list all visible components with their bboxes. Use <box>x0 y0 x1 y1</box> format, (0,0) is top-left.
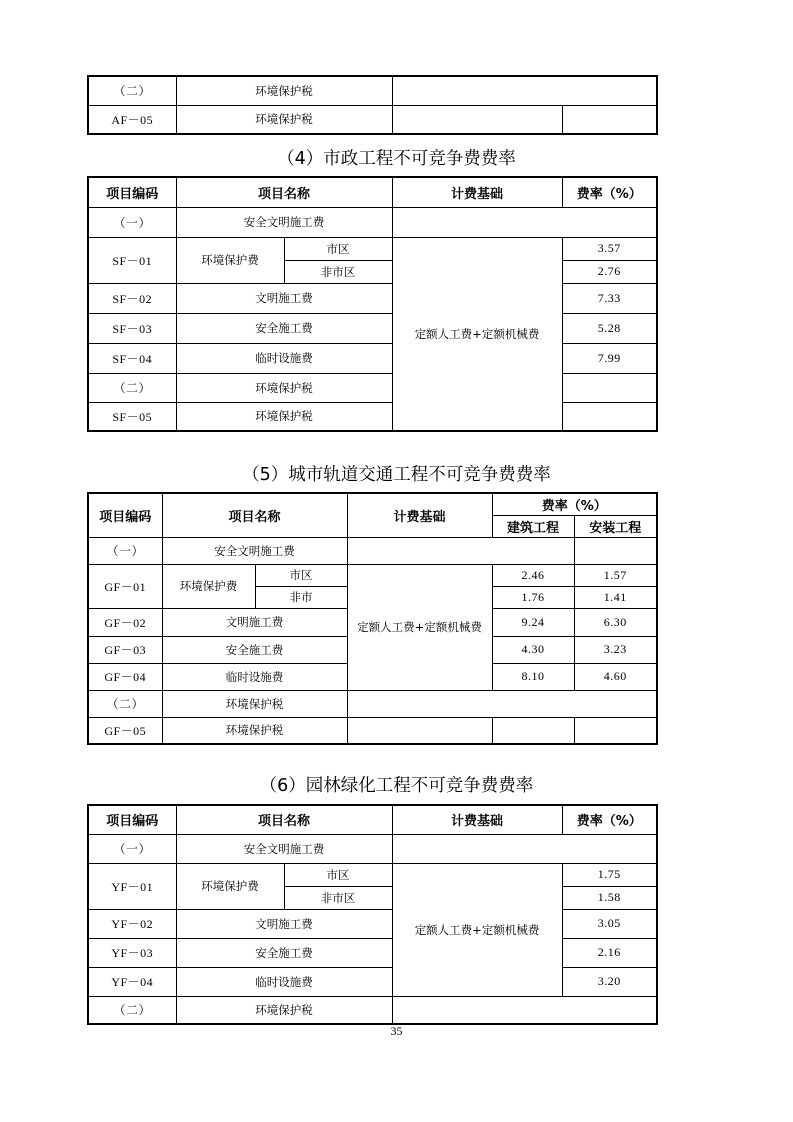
basis-cell: 定额人工费+定额机械费 <box>392 237 562 431</box>
row-name: 临时设施费 <box>162 663 347 690</box>
sub-label: 市区 <box>255 564 347 586</box>
top-row-empty <box>392 76 657 105</box>
row-code: GF－03 <box>88 636 162 663</box>
header-name: 项目名称 <box>162 493 347 537</box>
rate-cell: 7.99 <box>562 343 657 373</box>
header-basis: 计费基础 <box>392 177 562 207</box>
last-name: 环境保护税 <box>162 717 347 744</box>
env-name: 环境保护费 <box>176 237 284 283</box>
group-2-code: （二） <box>88 373 176 402</box>
top-row-basis <box>392 105 562 134</box>
group-1-empty <box>392 834 657 863</box>
section-4-title: （4）市政工程不可竞争费费率 <box>277 149 516 169</box>
sub-label: 非市区 <box>284 260 392 283</box>
group-1-empty <box>347 537 574 564</box>
last-build <box>492 717 574 744</box>
group-1-name: 安全文明施工费 <box>176 834 392 863</box>
group-1-empty <box>392 207 657 237</box>
row-name: 安全施工费 <box>162 636 347 663</box>
build-rate: 4.30 <box>492 636 574 663</box>
sub-label: 市区 <box>284 237 392 260</box>
row-name: 文明施工费 <box>176 283 392 313</box>
row-code: GF－02 <box>88 608 162 636</box>
top-row-code: （二） <box>88 76 176 105</box>
env-code: SF－01 <box>88 237 176 283</box>
sub-label: 非市区 <box>284 886 392 909</box>
group-2-name: 环境保护税 <box>176 996 392 1024</box>
env-code: YF－01 <box>88 863 176 909</box>
rate-cell: 3.05 <box>562 909 657 938</box>
top-row-name: 环境保护税 <box>176 76 392 105</box>
row-code: SF－02 <box>88 283 176 313</box>
row-name: 文明施工费 <box>162 608 347 636</box>
group-1-code: （一） <box>88 207 176 237</box>
sub-label: 非市 <box>255 586 347 608</box>
top-row-code: AF－05 <box>88 105 176 134</box>
last-name: 环境保护税 <box>176 402 392 431</box>
last-rate <box>562 402 657 431</box>
rate-cell: 3.57 <box>562 237 657 260</box>
install-rate: 6.30 <box>574 608 657 636</box>
row-name: 安全施工费 <box>176 938 392 967</box>
group-1-code: （一） <box>88 537 162 564</box>
env-code: GF－01 <box>88 564 162 608</box>
install-rate: 1.57 <box>574 564 657 586</box>
section-6-title: （6）园林绿化工程不可竞争费费率 <box>259 776 534 796</box>
section-4-table <box>87 176 658 432</box>
group-2-empty <box>392 996 657 1024</box>
page-number: 35 <box>390 1024 403 1038</box>
header-build: 建筑工程 <box>492 515 574 537</box>
row-code: YF－04 <box>88 967 176 996</box>
rate-cell: 2.16 <box>562 938 657 967</box>
header-basis: 计费基础 <box>392 805 562 834</box>
header-rate: 费率（%） <box>492 493 657 515</box>
group-2-code: （二） <box>88 996 176 1024</box>
row-name: 临时设施费 <box>176 967 392 996</box>
group-1-empty-install <box>574 537 657 564</box>
row-code: SF－04 <box>88 343 176 373</box>
group-1-name: 安全文明施工费 <box>176 207 392 237</box>
row-code: SF－03 <box>88 313 176 343</box>
row-code: YF－03 <box>88 938 176 967</box>
group-1-name: 安全文明施工费 <box>162 537 347 564</box>
last-install <box>574 717 657 744</box>
top-row-name: 环境保护税 <box>176 105 392 134</box>
rate-cell: 7.33 <box>562 283 657 313</box>
section-5-table <box>87 492 658 745</box>
build-rate: 2.46 <box>492 564 574 586</box>
basis-cell: 定额人工费+定额机械费 <box>347 564 492 690</box>
header-name: 项目名称 <box>176 805 392 834</box>
group-1-code: （一） <box>88 834 176 863</box>
section-5-title: （5）城市轨道交通工程不可竞争费费率 <box>242 465 551 485</box>
row-name: 文明施工费 <box>176 909 392 938</box>
build-rate: 9.24 <box>492 608 574 636</box>
install-rate: 4.60 <box>574 663 657 690</box>
row-name: 临时设施费 <box>176 343 392 373</box>
header-code: 项目编码 <box>88 493 162 537</box>
install-rate: 1.41 <box>574 586 657 608</box>
group-2-name: 环境保护税 <box>176 373 392 402</box>
last-basis <box>347 717 492 744</box>
row-code: GF－04 <box>88 663 162 690</box>
rate-cell: 1.75 <box>562 863 657 886</box>
rate-cell: 2.76 <box>562 260 657 283</box>
header-code: 项目编码 <box>88 805 176 834</box>
rate-cell: 3.20 <box>562 967 657 996</box>
build-rate: 1.76 <box>492 586 574 608</box>
env-name: 环境保护费 <box>162 564 255 608</box>
row-code: YF－02 <box>88 909 176 938</box>
last-code: GF－05 <box>88 717 162 744</box>
group-2-code: （二） <box>88 690 162 717</box>
group-2-empty <box>562 373 657 402</box>
header-basis: 计费基础 <box>347 493 492 537</box>
build-rate: 8.10 <box>492 663 574 690</box>
env-name: 环境保护费 <box>176 863 284 909</box>
install-rate: 3.23 <box>574 636 657 663</box>
group-2-empty <box>347 690 657 717</box>
header-code: 项目编码 <box>88 177 176 207</box>
last-code: SF－05 <box>88 402 176 431</box>
basis-cell: 定额人工费+定额机械费 <box>392 863 562 996</box>
top-table <box>87 75 658 135</box>
top-row-rate <box>562 105 657 134</box>
header-install: 安装工程 <box>574 515 657 537</box>
header-rate: 费率（%） <box>562 805 657 834</box>
sub-label: 市区 <box>284 863 392 886</box>
row-name: 安全施工费 <box>176 313 392 343</box>
header-name: 项目名称 <box>176 177 392 207</box>
rate-cell: 1.58 <box>562 886 657 909</box>
section-6-table <box>87 804 658 1025</box>
rate-cell: 5.28 <box>562 313 657 343</box>
header-rate: 费率（%） <box>562 177 657 207</box>
group-2-name: 环境保护税 <box>162 690 347 717</box>
